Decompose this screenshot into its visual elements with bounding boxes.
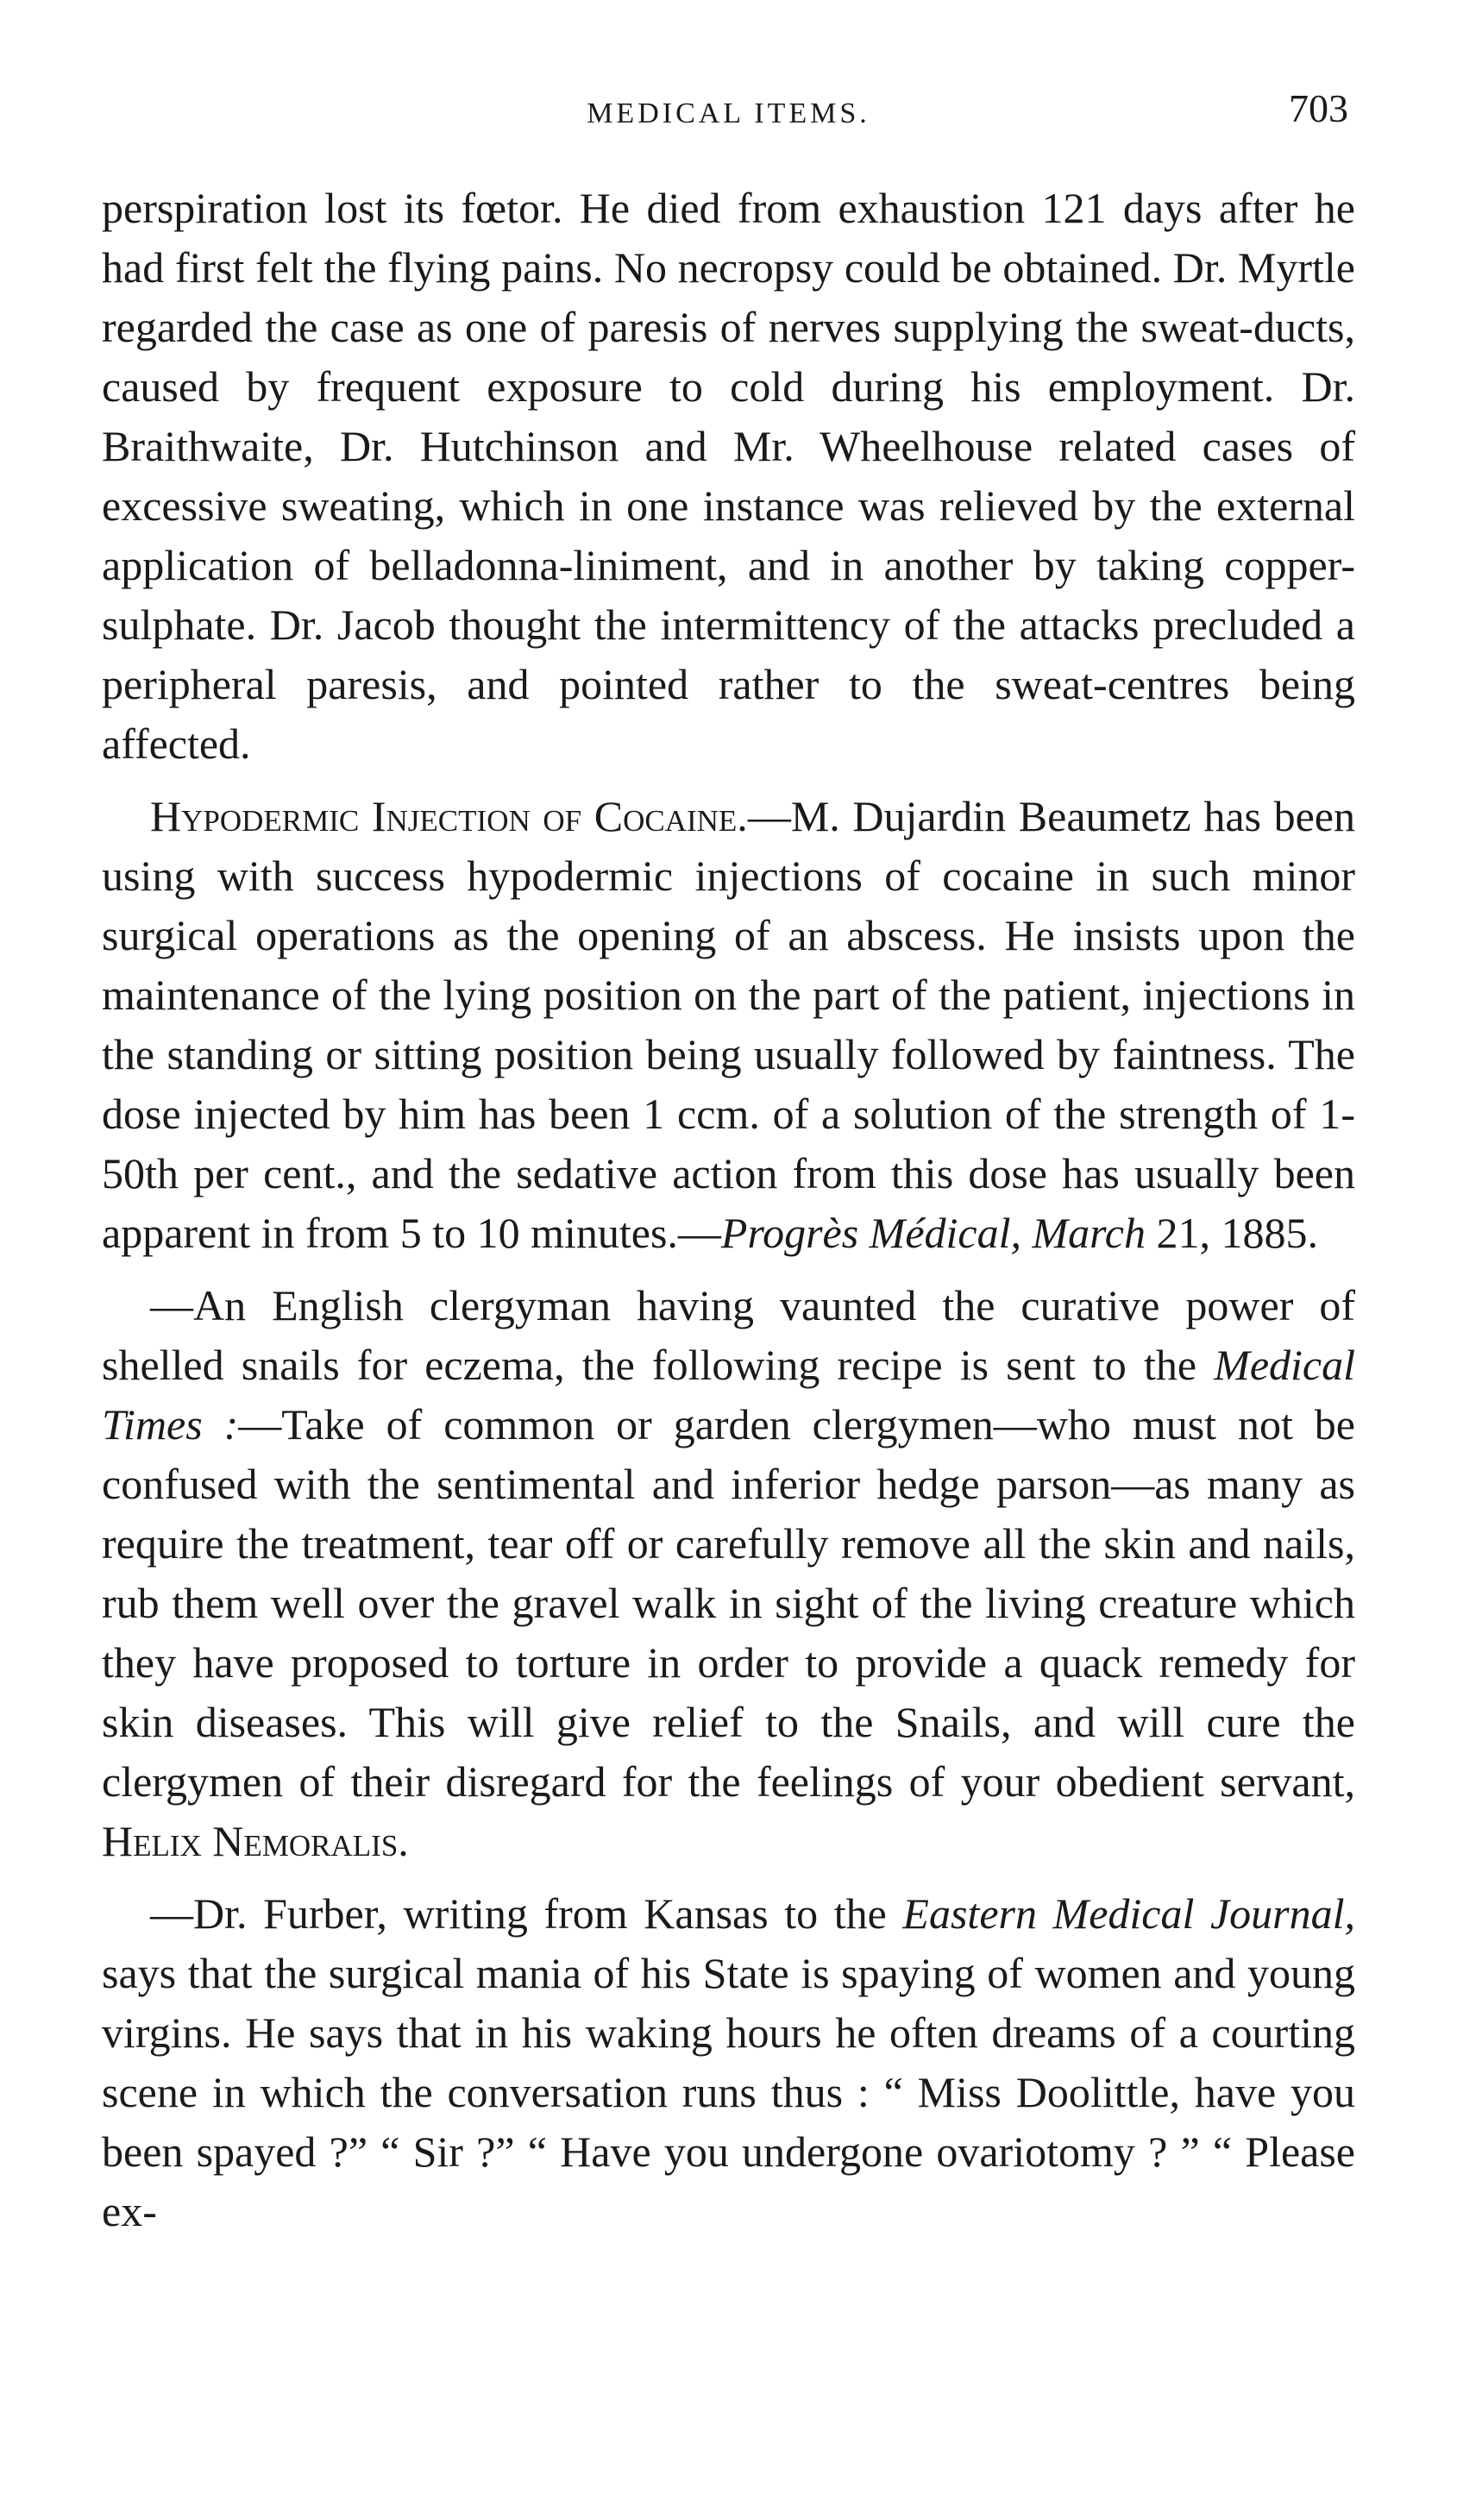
text-run: —Take of common or garden clergymen—who must not be confused with the sentimental and inferior hedge parson—as many as require the treatment, tear off or carefully remove all the skin and nails, rub them well over the gravel walk in sight of the living creature which they have proposed to torture in order to provide a quack remedy for skin diseases. This will give relief to the Snails, and will cure the clergymen of their disregard for the feelings of your obedient servant, bbox=[102, 1400, 1355, 1806]
paragraph-hypodermic-cocaine bbox=[102, 787, 1355, 1263]
citation-italic: Eastern Medical Journal, bbox=[902, 1889, 1355, 1938]
text-run: 21, 1885. bbox=[1145, 1209, 1318, 1257]
text-run: says that the surgical mania of his State is spaying of women and young virgins. He says that in his waking hours he often dreams of a courting scene in which the conversation runs thus : “ Miss Doolittle, have you been spayed ?” “ Sir ?” “ Have you undergone ovariotomy ? ” “ Please ex- bbox=[102, 1949, 1355, 2235]
page-number: 703 bbox=[1289, 86, 1348, 130]
text-run: —Dr. Furber, writing from Kansas to the bbox=[150, 1889, 903, 1938]
section-heading: Hypodermic Injection of Cocaine. bbox=[150, 792, 748, 840]
citation-italic: Progrès Médical, March bbox=[720, 1209, 1146, 1257]
running-title: MEDICAL ITEMS. bbox=[587, 97, 870, 129]
paragraph-furber bbox=[102, 1884, 1355, 2241]
paragraph-snails bbox=[102, 1276, 1355, 1871]
text-run: —M. Dujardin Beaumetz has been using with success hypodermic injections of cocaine in such minor surgical operations as the opening of an abscess. He insists upon the maintenance of the lying position on the part of the patient, injections in the standing or sitting position being usually followed by faintness. The dose injected by him has been 1 ccm. of a solution of the strength of 1-50th per cent., and the sedative action from this dose has usually been apparent in from 5 to 10 minutes.— bbox=[102, 792, 1355, 1257]
signature-name: Helix Nemoralis. bbox=[102, 1817, 409, 1865]
text-run: —An English clergyman having vaunted the curative power of shelled snails for eczema, the following recipe is sent to the bbox=[102, 1281, 1355, 1389]
paragraph-continuation bbox=[102, 179, 1355, 774]
text-run: perspiration lost its fœtor. He died from exhaustion 121 days after he had first felt the flying pains. No necropsy could be obtained. Dr. Myrtle regarded the case as one of paresis of nerves supplying the sweat-ducts, caused by frequent exposure to cold during his employment. Dr. Braithwaite, Dr. Hutchinson and Mr. Wheelhouse related cases of excessive sweating, which in one instance was relieved by the external application of belladonna-liniment, and in another by taking copper-sulphate. Dr. Jacob thought the intermittency of the attacks precluded a peripheral paresis, and pointed rather to the sweat-centres being affected. bbox=[102, 184, 1355, 768]
citation-italic: Medical Times : bbox=[102, 1341, 1355, 1449]
running-head bbox=[102, 82, 1355, 160]
body-text bbox=[102, 179, 1355, 2241]
